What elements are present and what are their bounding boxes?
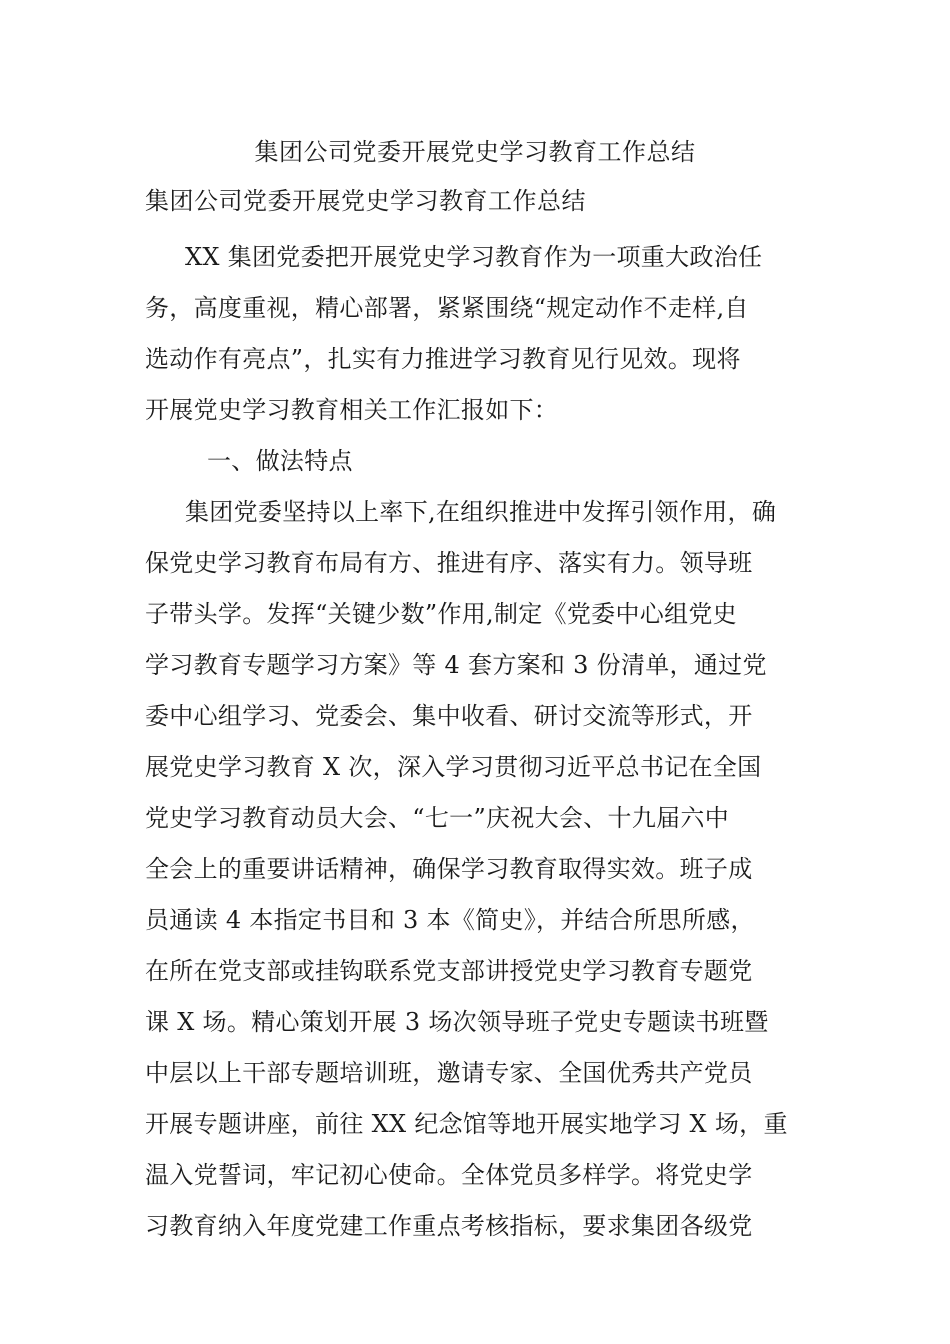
paragraph-line: 员通读 4 本指定书目和 3 本《简史》，并结合所思所感， xyxy=(145,906,755,934)
paragraph-line: 党史学习教育动员大会、“七一”庆祝大会、十九届六中 xyxy=(145,804,730,832)
paragraph-line: 子带头学。发挥“关键少数”作用,制定《党委中心组党史 xyxy=(145,600,737,628)
paragraph-line: 在所在党支部或挂钩联系党支部讲授党史学习教育专题党 xyxy=(145,957,753,985)
paragraph-line: 温入党誓词，牢记初心使命。全体党员多样学。将党史学 xyxy=(145,1161,753,1189)
document-title: 集团公司党委开展党史学习教育工作总结 xyxy=(254,138,696,166)
paragraph-line: 务，高度重视，精心部署，紧紧围绕“规定动作不走样,自 xyxy=(145,294,749,322)
paragraph-line: 开展党史学习教育相关工作汇报如下： xyxy=(145,396,559,424)
paragraph-line: 集团党委坚持以上率下,在组织推进中发挥引领作用，确 xyxy=(185,498,777,526)
paragraph-line: 保党史学习教育布局有方、推进有序、落实有力。领导班 xyxy=(145,549,753,577)
section-heading: 一、做法特点 xyxy=(207,447,353,475)
paragraph-line: 学习教育专题学习方案》等 4 套方案和 3 份清单，通过党 xyxy=(145,651,767,679)
paragraph-line: 课 X 场。精心策划开展 3 场次领导班子党史专题读书班暨 xyxy=(145,1008,769,1036)
paragraph-line: 习教育纳入年度党建工作重点考核指标，要求集团各级党 xyxy=(145,1212,753,1240)
document-body xyxy=(145,232,825,1252)
paragraph-line: 全会上的重要讲话精神，确保学习教育取得实效。班子成 xyxy=(145,855,753,883)
paragraph-line: 委中心组学习、党委会、集中收看、研讨交流等形式，开 xyxy=(145,702,753,730)
paragraph-line: XX 集团党委把开展党史学习教育作为一项重大政治任 xyxy=(185,243,763,271)
paragraph-line: 开展专题讲座，前往 XX 纪念馆等地开展实地学习 X 场，重 xyxy=(145,1110,788,1138)
paragraph-line: 展党史学习教育 X 次，深入学习贯彻习近平总书记在全国 xyxy=(145,753,762,781)
document-subtitle: 集团公司党委开展党史学习教育工作总结 xyxy=(145,187,586,215)
paragraph-line: 中层以上干部专题培训班，邀请专家、全国优秀共产党员 xyxy=(145,1059,753,1087)
paragraph-line: 选动作有亮点”，扎实有力推进学习教育见行见效。现将 xyxy=(145,345,741,373)
